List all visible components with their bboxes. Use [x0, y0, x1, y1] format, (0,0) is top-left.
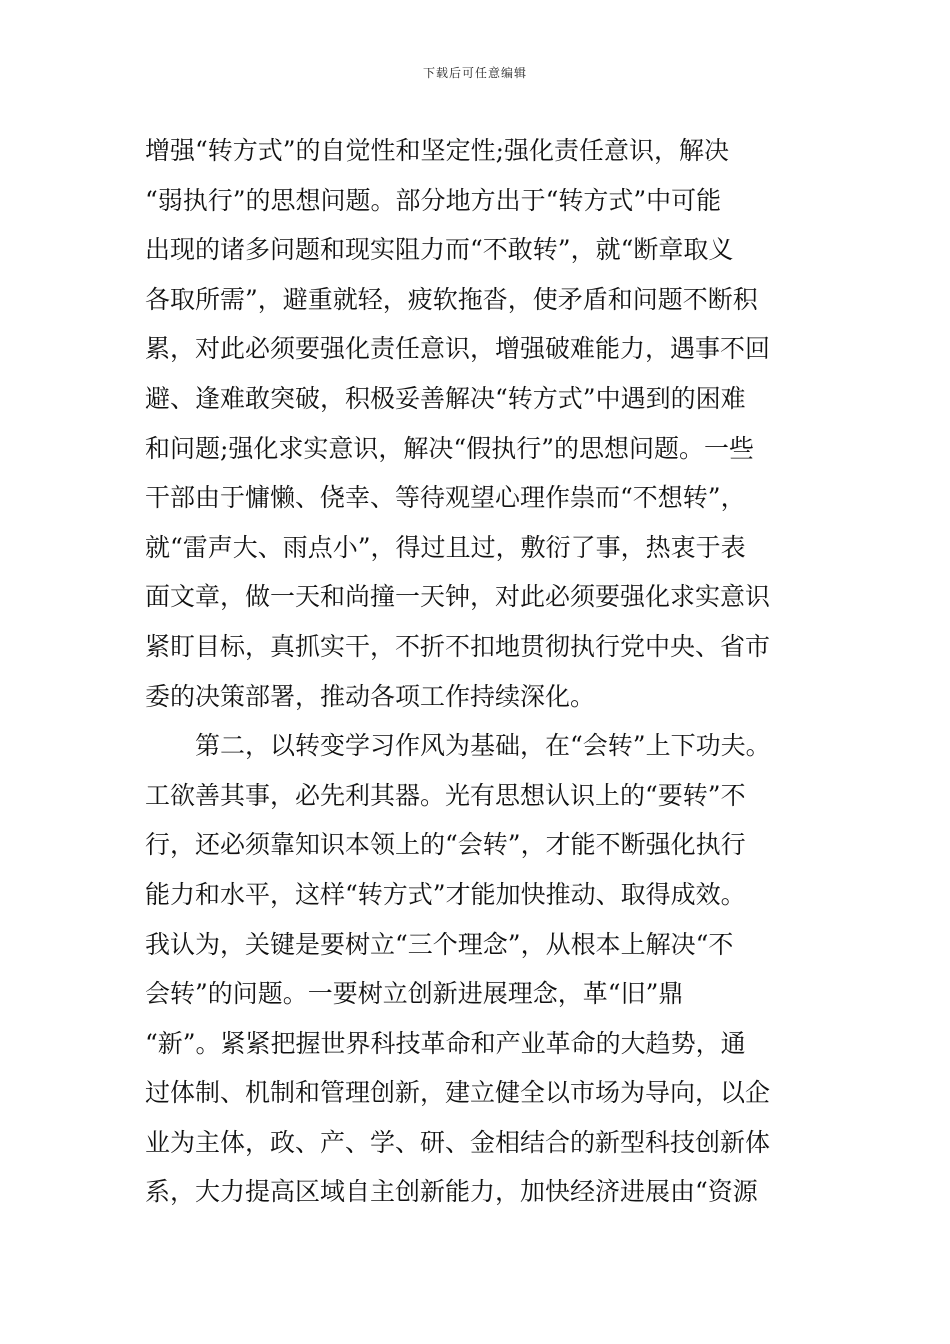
text-line: 出现的诸多问题和现实阻力而“不敢转”，就“断章取义 — [145, 235, 734, 265]
text-line: 工欲善其事，必先利其器。光有思想认识上的“要转”不 — [145, 780, 746, 810]
text-line: 紧盯目标，真抓实干，不折不扣地贯彻执行党中央、省市 — [145, 631, 771, 661]
text-line: 系，大力提高区域自主创新能力，加快经济进展由“资源 — [145, 1177, 758, 1207]
text-line: “新”。紧紧把握世界科技革命和产业革命的大趋势，通 — [145, 1028, 746, 1058]
text-line: 面文章，做一天和尚撞一天钟，对此必须要强化求实意识 — [145, 582, 771, 612]
text-line: 避、逢难敢突破，积极妥善解决“转方式”中遇到的困难 — [145, 383, 746, 413]
text-line: “弱执行”的思想问题。部分地方出于“转方式”中可能 — [145, 185, 722, 215]
document-body — [145, 126, 815, 1217]
page-header: 下载后可任意编辑 — [422, 66, 527, 80]
text-line: 我认为，关键是要树立“三个理念”，从根本上解决“不 — [145, 929, 734, 959]
text-line: 业为主体，政、产、学、研、金相结合的新型科技创新体 — [145, 1127, 771, 1157]
text-line: 会转”的问题。一要树立创新进展理念，革“旧”鼎 — [145, 979, 684, 1009]
text-line: 累，对此必须要强化责任意识，增强破难能力，遇事不回 — [145, 334, 771, 364]
text-line: 就“雷声大、雨点小”，得过且过，敷衍了事，热衷于表 — [145, 532, 746, 562]
paragraph-start-line: 第二，以转变学习作风为基础，在“会转”上下功夫。 — [195, 731, 771, 761]
text-line: 干部由于慵懒、侥幸、等待观望心理作祟而“不想转”， — [145, 483, 746, 513]
text-line: 能力和水平，这样“转方式”才能加快推动、取得成效。 — [145, 879, 746, 909]
text-line: 过体制、机制和管理创新，建立健全以市场为导向，以企 — [145, 1078, 771, 1108]
text-line: 各取所需”，避重就轻，疲软拖沓，使矛盾和问题不断积 — [145, 284, 758, 314]
text-line: 委的决策部署，推动各项工作持续深化。 — [145, 681, 596, 711]
text-line: 行，还必须靠知识本领上的“会转”，才能不断强化执行 — [145, 830, 746, 860]
text-line: 增强“转方式”的自觉性和坚定性;强化责任意识，解决 — [145, 136, 729, 165]
text-line: 和问题;强化求实意识，解决“假执行”的思想问题。一些 — [145, 433, 754, 463]
